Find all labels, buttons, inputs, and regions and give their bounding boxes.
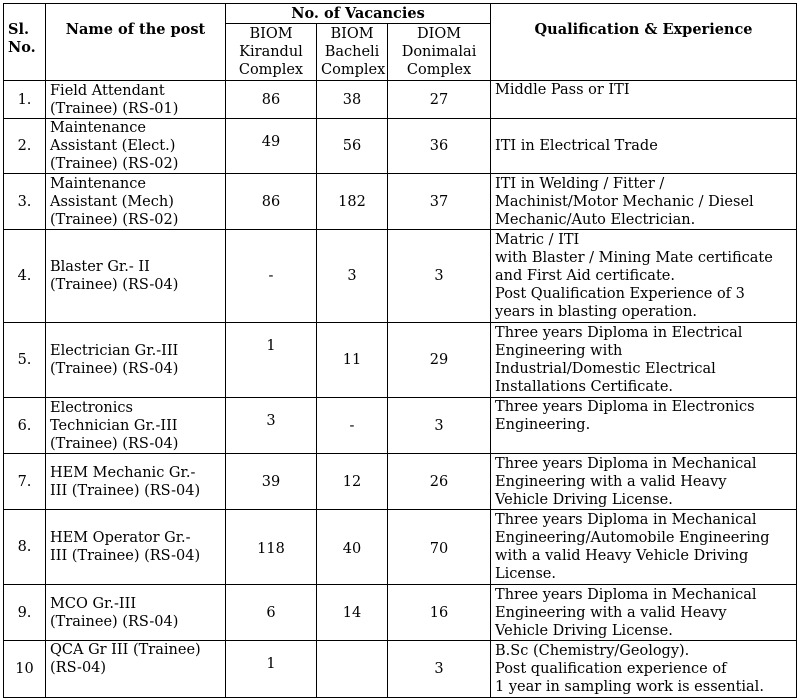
table-row: [4, 323, 797, 398]
row-sl: 6.: [4, 398, 46, 454]
table-row: [4, 641, 797, 698]
row-vacancy-bacheli: 11: [317, 323, 388, 398]
table-row: [4, 174, 797, 230]
row-vacancy-donimalai: 3: [388, 398, 491, 454]
row-sl: 3.: [4, 174, 46, 230]
row-sl: 9.: [4, 585, 46, 641]
row-vacancy-donimalai: 16: [388, 585, 491, 641]
table-row: [4, 398, 797, 454]
vacancy-table: [3, 3, 797, 698]
row-vacancy-bacheli: [317, 641, 388, 698]
row-sl: 4.: [4, 230, 46, 323]
row-qualification: Matric / ITI with Blaster / Mining Mate certificate and First Aid certificate. Post Qualification Experience of 3 years in blasting operation.: [491, 230, 797, 323]
table-row: [4, 230, 797, 323]
row-vacancy-kirandul: 3: [226, 398, 317, 454]
header-complex-donimalai: DIOM Donimalai Complex: [388, 24, 491, 81]
table-row: [4, 119, 797, 174]
row-vacancy-donimalai: 3: [388, 641, 491, 698]
row-qualification: Three years Diploma in Mechanical Engineering/Automobile Engineering with a valid Heavy Vehicle Driving License.: [491, 510, 797, 585]
row-sl: 1.: [4, 81, 46, 119]
row-qualification: Middle Pass or ITI: [491, 81, 797, 119]
row-sl: 8.: [4, 510, 46, 585]
row-vacancy-donimalai: 37: [388, 174, 491, 230]
row-vacancy-bacheli: 182: [317, 174, 388, 230]
row-vacancy-donimalai: 70: [388, 510, 491, 585]
row-vacancy-kirandul: 118: [226, 510, 317, 585]
row-sl: 2.: [4, 119, 46, 174]
table-row: [4, 585, 797, 641]
row-qualification: ITI in Welding / Fitter / Machinist/Motor Mechanic / Diesel Mechanic/Auto Electrician.: [491, 174, 797, 230]
row-vacancy-bacheli: 40: [317, 510, 388, 585]
row-vacancy-kirandul: 86: [226, 174, 317, 230]
row-vacancy-kirandul: 1: [226, 641, 317, 698]
table-row: [4, 81, 797, 119]
row-vacancy-donimalai: 36: [388, 119, 491, 174]
row-sl: 7.: [4, 454, 46, 510]
row-vacancy-kirandul: 49: [226, 119, 317, 174]
row-post-name: Blaster Gr.- II (Trainee) (RS-04): [46, 230, 226, 323]
row-vacancy-kirandul: 6: [226, 585, 317, 641]
table-row: [4, 454, 797, 510]
header-vacancies: No. of Vacancies: [226, 4, 491, 24]
row-post-name: MCO Gr.-III (Trainee) (RS-04): [46, 585, 226, 641]
header-qualification: Qualification & Experience: [491, 4, 797, 81]
row-post-name: Maintenance Assistant (Elect.) (Trainee) (RS-02): [46, 119, 226, 174]
row-post-name: Electronics Technician Gr.-III (Trainee) (RS-04): [46, 398, 226, 454]
row-qualification: Three years Diploma in Mechanical Engineering with a valid Heavy Vehicle Driving License.: [491, 585, 797, 641]
header-sl-no: Sl. No.: [4, 4, 46, 81]
row-vacancy-bacheli: -: [317, 398, 388, 454]
row-qualification: Three years Diploma in Electrical Engineering with Industrial/Domestic Electrical Installations Certificate.: [491, 323, 797, 398]
row-vacancy-donimalai: 3: [388, 230, 491, 323]
row-post-name: Maintenance Assistant (Mech) (Trainee) (RS-02): [46, 174, 226, 230]
header-complex-bacheli: BIOM Bacheli Complex: [317, 24, 388, 81]
row-vacancy-donimalai: 29: [388, 323, 491, 398]
row-post-name: Field Attendant (Trainee) (RS-01): [46, 81, 226, 119]
row-sl: 10: [4, 641, 46, 698]
row-qualification: ITI in Electrical Trade: [491, 119, 797, 174]
row-vacancy-donimalai: 26: [388, 454, 491, 510]
row-vacancy-bacheli: 14: [317, 585, 388, 641]
row-post-name: QCA Gr III (Trainee) (RS-04): [46, 641, 226, 698]
row-vacancy-kirandul: 1: [226, 323, 317, 398]
row-vacancy-bacheli: 3: [317, 230, 388, 323]
row-post-name: Electrician Gr.-III (Trainee) (RS-04): [46, 323, 226, 398]
row-post-name: HEM Mechanic Gr.- III (Trainee) (RS-04): [46, 454, 226, 510]
row-vacancy-bacheli: 38: [317, 81, 388, 119]
row-vacancy-bacheli: 56: [317, 119, 388, 174]
row-vacancy-kirandul: 86: [226, 81, 317, 119]
row-post-name: HEM Operator Gr.- III (Trainee) (RS-04): [46, 510, 226, 585]
table-row: [4, 510, 797, 585]
row-vacancy-donimalai: 27: [388, 81, 491, 119]
row-qualification: Three years Diploma in Mechanical Engineering with a valid Heavy Vehicle Driving License.: [491, 454, 797, 510]
row-qualification: B.Sc (Chemistry/Geology). Post qualification experience of 1 year in sampling work is essential.: [491, 641, 797, 698]
row-qualification: Three years Diploma in Electronics Engineering.: [491, 398, 797, 454]
row-sl: 5.: [4, 323, 46, 398]
row-vacancy-kirandul: 39: [226, 454, 317, 510]
row-vacancy-bacheli: 12: [317, 454, 388, 510]
header-complex-kirandul: BIOM Kirandul Complex: [226, 24, 317, 81]
row-vacancy-kirandul: -: [226, 230, 317, 323]
header-post-name: Name of the post: [46, 4, 226, 81]
